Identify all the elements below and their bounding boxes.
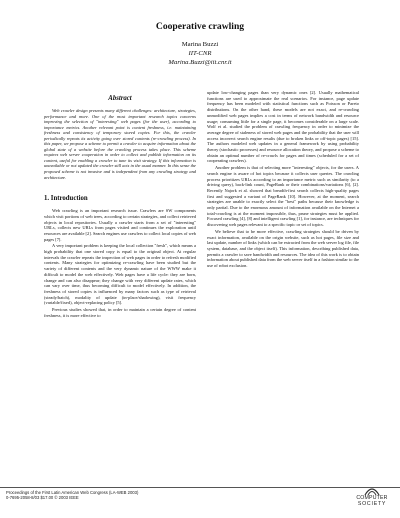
body-paragraph: We believe that to be more effective, crawling strategies should be driven by exact information, available on the origin website, such as hot pages, file size and last update, number of links (which can be extracted from the web server log file, file system, database, and the object itself). This information, describing published data, permits a crawler to save bandwidth and resources. The idea of this work is to obtain information about published data from the web server itself in a fashion similar to the use of robot exclusion. [207,228,359,269]
author-name: Marina Buzzi [181,41,219,48]
author-block [0,41,400,67]
footer-rule [0,487,400,488]
intro-paragraph: Web crawling is an important research issue. Crawlers are SW components which visit portions of web trees, according to certain strategies, and collect retrieved objects in local repositories. Usually a crawler starts from a set of "interesting" URLs, collects new URLs from pages visited and continues the exploration until resources are available [2]. Search engines use crawlers to collect local copies of web pages [7]. [44,208,196,242]
intro-paragraph: Previous studies showed that, in order to maintain a certain degree of content freshness, it is more effective to [44,307,196,318]
footer-citation [6,490,138,501]
left-column [44,95,196,319]
logo-word-computer: COMPUTER [356,495,388,501]
introduction-heading: 1. Introduction [44,195,88,203]
footer-isbn: 0-7695-2058-8/03 $17.00 © 2003 IEEE [6,495,79,501]
computer-society-logo [350,486,394,507]
body-paragraph: update low-changing pages than very dynamic ones [2]. Usually mathematical functions are used to approximate the real scenarios. For instance, page update frequency has been modeled with statistical functions such as Poisson or Pareto distributions. On the other hand, these models are not exact, and re-crawling unmodified web pages implies a cost in terms of network bandwidth and resource usage; consuming little for a single page, it becomes considerable on a large scale. Wolf et al. studied the problem of crawling frequency in order to minimize the average degree of staleness of stored web pages and the probability that the user will access incorrect search engine results (due to broken links or off-topic pages) [15]. The authors modeled web updates in a general framework by using probability theory (stochastic processes) and resource allocation theory, and propose a scheme to obtain an optimal number of re-crawls for pages and times (scheduled for a set of cooperating crawlers). [207,90,359,164]
logo-word-society: SOCIETY [357,500,387,507]
author-affiliation: IIT-CNR [188,49,212,57]
abstract-text: Web crawler design presents many different challenges: architecture, strategies, performance and more. One of the most important research topics concerns improving the selection of "interesting" web pages (for the user), according to importance metrics. Another relevant point is content freshness, i.e. maintaining freshness and consistency of temporary stored copies. For this, the crawler periodically repeats its activity going over stored contents (re-crawling process). In this paper, we propose a scheme to permit a crawler to acquire information about the global state of a website before the crawling process takes place. This scheme requires web server cooperation in order to collect and publish information on its content, useful for enabling a crawler to tune its visit strategy. If this information is unavailable or not updated the crawler still acts in the usual manner. In this sense the proposed scheme is not invasive and is independent from any crawling strategy and architecture. [44,108,196,180]
right-column [207,90,359,270]
footer-proceedings: Proceedings of the First Latin American Web Congress (LA-WEB 2003) [6,490,139,495]
abstract-heading: Abstract [108,95,132,102]
author-email: Marina.Buzzi@iit.cnr.it [168,58,232,66]
body-paragraph: Another problem is that of selecting more "interesting" objects, for the users. A search engine is aware of hot topics because it collects user queries. The crawling process prioritizes URLs according to an importance metric such as similarity (to a driving query), back-link count, PageRank or their combinations/variations [6], [2]. Recently Najork et al. showed that breadth-first search collects high-quality pages first and suggested a variant of PageRank [10]. However, at the moment, search strategies are unable to exactly select the "best" paths because their knowledge is only partial. Due to the enormous amount of information available on the Internet a total-crawling is at the moment impossible, thus, prune strategies must be applied. Focused crawling [4], [8] and intelligent crawling [1], for instance, are techniques for discovering web pages relevant to a specific topic or set of topics. [207,165,359,228]
paper-title: Cooperative crawling [155,21,245,32]
intro-paragraph: A very important problem is keeping the local collection "fresh", which means a high probability that one stored copy is equal to the original object. At regular intervals the crawler repeats the inspection of web pages in order to refresh modified contents. Many strategies for optimizing re-crawling have been studied but the variety of different contents and the very dynamic nature of the WWW make it difficult to model the web effectively. Web pages have a life cycle: they are born, change and can also disappear; they change with very different update rates, which can vary over time, thus becoming difficult to model effectively. In addition, the freshness of stored copies is influenced by many factors such as type of retrieval (steady/batch), modality of update (in-place/shadowing), visit frequency (variable/fixed), object-replacing policy [5]. [44,243,196,306]
